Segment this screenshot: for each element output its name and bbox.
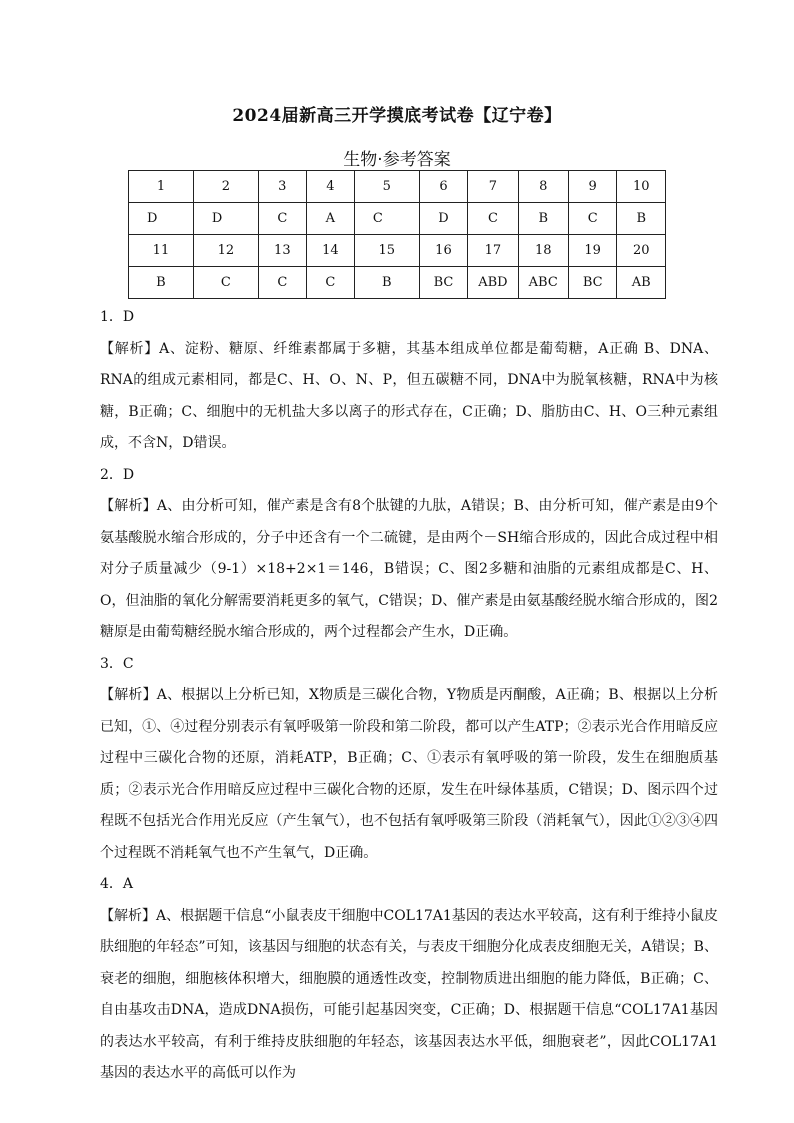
table-cell: D bbox=[193, 203, 258, 235]
table-cell: 19 bbox=[568, 235, 617, 267]
table-cell: BC bbox=[568, 267, 617, 299]
question-number-3: 3．C bbox=[100, 655, 134, 672]
table-cell: 1 bbox=[129, 171, 194, 203]
question-number-1: 1．D bbox=[100, 309, 135, 325]
table-cell: 7 bbox=[468, 171, 518, 203]
table-cell: C bbox=[568, 203, 617, 235]
table-cell: ABC bbox=[518, 267, 568, 299]
table-cell: B bbox=[129, 267, 194, 299]
page-title: 2024届新高三开学摸底考试卷【辽宁卷】 bbox=[232, 106, 562, 126]
table-cell: AB bbox=[617, 267, 666, 299]
question-explanation-2: 【解析】A、由分析可知，催产素是含有8个肽键的九肽，A错误；B、由分析可知，催产素是由9个氨基酸脱水缩合形成的，分子中还含有一个二硫键，是由两个－SH缩合形成的，因此合成过程中相对分子质量减少（9-1）×18+2×1＝146，B错误；C、图2多糖和油脂的元素组成都是C、H、O，但油脂的氧化分解需要消耗更多的氧气，C错误；D、催产素是由氨基酸经脱水缩合形成的，图2糖原是由葡萄糖经脱水缩合形成的，两个过程都会产生水，D正确。 bbox=[100, 498, 718, 640]
page-subtitle: 生物·参考答案 bbox=[343, 150, 451, 170]
table-cell: B bbox=[354, 267, 419, 299]
table-cell: 5 bbox=[354, 171, 419, 203]
table-cell: ABD bbox=[468, 267, 518, 299]
table-cell: 20 bbox=[617, 235, 666, 267]
table-cell: 17 bbox=[468, 235, 518, 267]
answer-table-row-answers-2 bbox=[129, 267, 666, 299]
table-cell: D bbox=[129, 203, 194, 235]
table-cell: C bbox=[306, 267, 354, 299]
table-cell: C bbox=[468, 203, 518, 235]
table-cell: 11 bbox=[129, 235, 194, 267]
table-cell: 8 bbox=[518, 171, 568, 203]
answer-table-row-answers-1 bbox=[129, 203, 666, 235]
table-cell: 4 bbox=[306, 171, 354, 203]
table-cell: C bbox=[193, 267, 258, 299]
table-cell: A bbox=[306, 203, 354, 235]
table-cell: 16 bbox=[419, 235, 468, 267]
table-cell: B bbox=[617, 203, 666, 235]
question-explanation-1: 【解析】A、淀粉、糖原、纤维素都属于多糖，其基本组成单位都是葡萄糖，A正确 B、DNA、RNA的组成元素相同，都是C、H、O、N、P，但五碳糖不同，DNA中为脱氧核糖，RNA中为核糖，B正确；C、细胞中的无机盐大多以离子的形式存在，C正确；D、脂肪由C、H、O三种元素组成，不含N，D错误。 bbox=[100, 340, 718, 451]
answer-table-row-numbers-2 bbox=[129, 235, 666, 267]
table-cell: 15 bbox=[354, 235, 419, 267]
question-explanation-3: 【解析】A、根据以上分析已知，X物质是三碳化合物，Y物质是丙酮酸，A正确；B、根据以上分析已知，①、④过程分别表示有氧呼吸第一阶段和第二阶段，都可以产生ATP；②表示光合作用暗反应过程中三碳化合物的还原，消耗ATP，B正确；C、①表示有氧呼吸的第一阶段，发生在细胞质基质；②表示光合作用暗反应过程中三碳化合物的还原，发生在叶绿体基质，C错误；D、图示四个过程既不包括光合作用光反应（产生氧气），也不包括有氧呼吸第三阶段（消耗氧气），因此①②③④四个过程既不消耗氧气也不产生氧气，D正确。 bbox=[100, 687, 718, 861]
table-cell: 3 bbox=[258, 171, 306, 203]
table-cell: 18 bbox=[518, 235, 568, 267]
table-cell: 6 bbox=[419, 171, 468, 203]
table-cell: D bbox=[419, 203, 468, 235]
answer-table-row-numbers-1 bbox=[129, 171, 666, 203]
table-cell: B bbox=[518, 203, 568, 235]
question-explanation-4: 【解析】A、根据题干信息“小鼠表皮干细胞中COL17A1基因的表达水平较高，这有利于维持小鼠皮肤细胞的年轻态”可知，该基因与细胞的状态有关，与表皮干细胞分化成表皮细胞无关，A错误；B、衰老的细胞，细胞核体积增大，细胞膜的通透性改变，控制物质进出细胞的能力降低，B正确；C、自由基攻击DNA，造成DNA损伤，可能引起基因突变，C正确；D、根据题干信息“COL17A1基因的表达水平较高，有利于维持皮肤细胞的年轻态，该基因表达水平低，细胞衰老”，因此COL17A1基因的表达水平的高低可以作为 bbox=[100, 907, 718, 1081]
table-cell: 10 bbox=[617, 171, 666, 203]
table-cell: 14 bbox=[306, 235, 354, 267]
table-cell: 13 bbox=[258, 235, 306, 267]
question-number-2: 2．D bbox=[100, 466, 135, 483]
explanations-section bbox=[100, 302, 718, 1090]
table-cell: 9 bbox=[568, 171, 617, 203]
table-cell: C bbox=[354, 203, 419, 235]
table-cell: C bbox=[258, 203, 306, 235]
table-cell: BC bbox=[419, 267, 468, 299]
table-cell: 2 bbox=[193, 171, 258, 203]
table-cell: C bbox=[258, 267, 306, 299]
table-cell: 12 bbox=[193, 235, 258, 267]
answer-table bbox=[128, 170, 666, 299]
question-number-4: 4．A bbox=[100, 876, 134, 892]
